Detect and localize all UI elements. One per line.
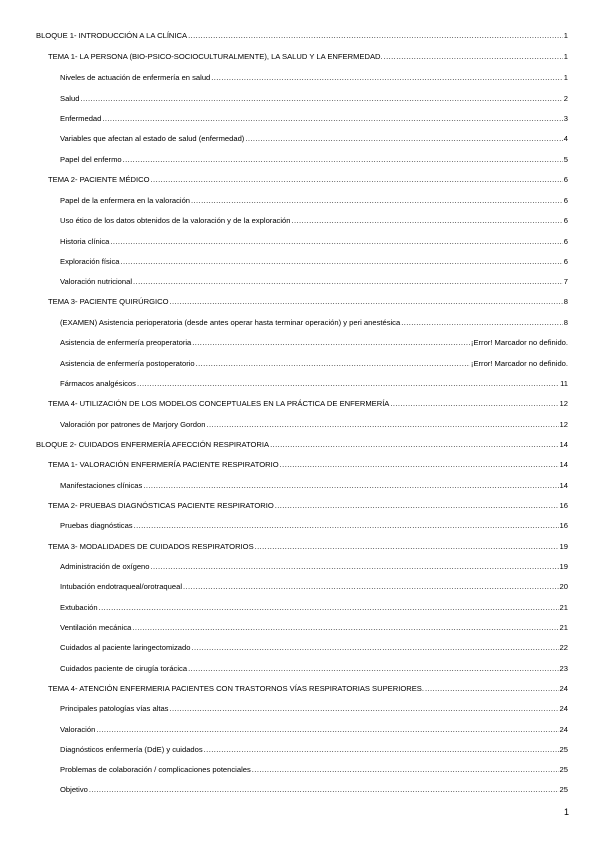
toc-entry-label: TEMA 4- UTILIZACIÓN DE LOS MODELOS CONCEPTUALES EN LA PRÁCTICA DE ENFERMERÍA [48, 399, 390, 408]
toc-entry-label: Historia clínica [60, 237, 110, 246]
toc-entry-label: Pruebas diagnósticas [60, 521, 133, 530]
toc-entry[interactable] [60, 196, 568, 206]
toc-entry-label: Manifestaciones clínicas [60, 481, 143, 490]
toc-leader [384, 52, 563, 62]
toc-entry[interactable] [48, 297, 568, 307]
toc-leader [206, 420, 558, 430]
toc-entry-label: TEMA 4- ATENCIÓN ENFERMERIA PACIENTES CON TRASTORNOS VÍAS RESPIRATORIAS SUPERIORES. [48, 684, 424, 693]
toc-entry[interactable] [60, 481, 568, 491]
toc-entry-label: Exploración física [60, 257, 120, 266]
toc-leader [137, 379, 559, 389]
toc-page-number: 5 [563, 155, 568, 164]
toc-entry[interactable] [60, 785, 568, 795]
toc-page-number: 6 [563, 175, 568, 184]
toc-page-number: 11 [560, 379, 568, 388]
toc-leader [134, 521, 559, 531]
toc-entry[interactable] [60, 379, 568, 389]
toc-leader [143, 481, 558, 491]
toc-entry[interactable] [60, 765, 568, 775]
toc-leader [401, 318, 563, 328]
toc-page-number: 16 [559, 501, 568, 510]
toc-page-number: 25 [559, 745, 568, 754]
toc-page-number: 7 [563, 277, 568, 286]
toc-page-number: 24 [559, 704, 568, 713]
toc-entry-label: BLOQUE 1- INTRODUCCIÓN A LA CLÍNICA [36, 31, 188, 40]
toc-page-number: 14 [559, 460, 568, 469]
toc-leader [252, 765, 559, 775]
toc-entry[interactable] [60, 257, 568, 267]
toc-entry-label: Papel del enfermo [60, 155, 122, 164]
toc-entry[interactable] [48, 52, 568, 62]
toc-page-number: 23 [559, 664, 568, 673]
toc-entry[interactable] [60, 582, 568, 592]
toc-leader [170, 297, 563, 307]
toc-entry-label: Asistencia de enfermería postoperatorio [60, 359, 195, 368]
toc-leader [280, 460, 559, 470]
toc-page-number: 3 [563, 114, 568, 123]
toc-page-number: 6 [563, 237, 568, 246]
toc-page-number: 20 [559, 582, 568, 591]
toc-page-number: 24 [559, 684, 568, 693]
toc-entry-label: TEMA 2- PACIENTE MÉDICO [48, 175, 150, 184]
toc-entry[interactable] [48, 501, 568, 511]
toc-entry-label: Cuidados paciente de cirugía torácica [60, 664, 188, 673]
toc-leader [80, 94, 562, 104]
toc-leader [204, 745, 559, 755]
toc-leader [245, 134, 562, 144]
toc-page-number: 6 [563, 196, 568, 205]
toc-leader [188, 664, 558, 674]
toc-entry-label: Objetivo [60, 785, 88, 794]
toc-entry-label: TEMA 2- PRUEBAS DIAGNÓSTICAS PACIENTE RESPIRATORIO [48, 501, 274, 510]
toc-entry[interactable] [48, 460, 568, 470]
toc-leader [192, 338, 470, 348]
toc-entry-label: TEMA 3- MODALIDADES DE CUIDADOS RESPIRATORIOS [48, 542, 254, 551]
toc-entry[interactable] [48, 399, 568, 409]
toc-page-number: 14 [559, 440, 568, 449]
toc-leader [196, 359, 470, 369]
toc-leader [110, 237, 562, 247]
toc-entry-label: Ventilación mecánica [60, 623, 132, 632]
toc-page-number: 14 [559, 481, 568, 490]
toc-entry-label: (EXAMEN) Asistencia perioperatoria (desde antes operar hasta terminar operación) y peri anestésica [60, 318, 401, 327]
toc-page-number: 8 [563, 318, 568, 327]
toc-page-number: 1 [563, 52, 568, 61]
toc-leader [183, 582, 559, 592]
toc-entry-label: Papel de la enfermera en la valoración [60, 196, 191, 205]
toc-entry[interactable] [60, 562, 568, 572]
toc-page-number: 24 [559, 725, 568, 734]
toc-entry-label: TEMA 3- PACIENTE QUIRÚRGICO [48, 297, 169, 306]
toc-entry[interactable] [60, 521, 568, 531]
toc-entry-label: Problemas de colaboración / complicaciones potenciales [60, 765, 251, 774]
toc-page-number: 4 [563, 134, 568, 143]
toc-entry[interactable] [48, 175, 568, 185]
toc-leader [121, 257, 563, 267]
toc-entry[interactable] [60, 603, 568, 613]
toc-leader [151, 562, 559, 572]
toc-leader [275, 501, 559, 511]
toc-entry-label: Principales patologías vías altas [60, 704, 169, 713]
toc-page-number: 1 [563, 73, 568, 82]
toc-leader [292, 216, 563, 226]
toc-leader [99, 603, 559, 613]
toc-leader [96, 725, 558, 735]
toc-leader [188, 31, 563, 41]
toc-entry[interactable] [60, 114, 568, 124]
toc-entry-label: Valoración [60, 725, 96, 734]
toc-entry[interactable] [60, 216, 568, 226]
toc-page-number: 2 [563, 94, 568, 103]
toc-page-number: 6 [563, 216, 568, 225]
toc-entry[interactable] [60, 338, 568, 348]
toc-page-number: 12 [559, 399, 568, 408]
toc-page-number: 21 [559, 603, 568, 612]
toc-entry[interactable] [60, 155, 568, 165]
toc-entry[interactable] [48, 542, 568, 552]
toc-entry[interactable] [60, 318, 568, 328]
toc-page-number: ¡Error! Marcador no definido. [470, 338, 568, 347]
toc-leader [191, 196, 563, 206]
toc-page-number: 25 [559, 765, 568, 774]
toc-entry[interactable] [60, 643, 568, 653]
toc-entry-label: TEMA 1- LA PERSONA (BIO-PSICO-SOCIOCULTURALMENTE), LA SALUD Y LA ENFERMEDAD. [48, 52, 383, 61]
toc-page-number: 19 [559, 562, 568, 571]
toc-entry-label: Intubación endotraqueal/orotraqueal [60, 582, 183, 591]
toc-entry[interactable] [60, 704, 568, 714]
toc-entry[interactable] [60, 94, 568, 104]
toc-entry[interactable] [60, 745, 568, 755]
toc-entry[interactable] [60, 237, 568, 247]
toc-entry[interactable] [60, 359, 568, 369]
toc-page-number: 1 [563, 31, 568, 40]
toc-entry-label: Valoración por patrones de Marjory Gordon [60, 420, 206, 429]
toc-leader [191, 643, 558, 653]
toc-page-number: 12 [559, 420, 568, 429]
toc-entry-label: Niveles de actuación de enfermería en salud [60, 73, 211, 82]
toc-entry[interactable] [36, 440, 568, 450]
toc-entry-label: Asistencia de enfermería preoperatoria [60, 338, 192, 347]
toc-entry[interactable] [60, 134, 568, 144]
toc-entry[interactable] [60, 73, 568, 83]
toc-leader [390, 399, 558, 409]
toc-page-number: 16 [559, 521, 568, 530]
toc-entry[interactable] [60, 664, 568, 674]
toc-leader [270, 440, 558, 450]
toc-entry[interactable] [48, 684, 568, 694]
toc-leader [169, 704, 558, 714]
toc-entry-label: TEMA 1- VALORACIÓN ENFERMERÍA PACIENTE RESPIRATORIO [48, 460, 279, 469]
toc-entry-label: Salud [60, 94, 80, 103]
toc-entry-label: Administración de oxígeno [60, 562, 150, 571]
page-number: 1 [563, 807, 569, 817]
toc-leader [123, 155, 563, 165]
toc-entry-label: Fármacos analgésicos [60, 379, 136, 388]
toc-leader [132, 623, 558, 633]
toc-page-number: 25 [559, 785, 568, 794]
toc-entry[interactable] [60, 725, 568, 735]
toc-leader [151, 175, 563, 185]
toc-entry[interactable] [36, 31, 568, 41]
toc-leader [211, 73, 562, 83]
toc-entry-label: Enfermedad [60, 114, 102, 123]
toc-entry-label: Extubación [60, 603, 98, 612]
toc-page-number: ¡Error! Marcador no definido. [470, 359, 568, 368]
toc-entry[interactable] [60, 420, 568, 430]
toc-leader [89, 785, 559, 795]
toc-entry-label: Cuidados al paciente laringectomizado [60, 643, 191, 652]
toc-entry[interactable] [60, 623, 568, 633]
toc-page-number: 22 [559, 643, 568, 652]
toc-entry-label: Valoración nutricional [60, 277, 133, 286]
toc-leader [102, 114, 562, 124]
toc-page-number: 19 [559, 542, 568, 551]
toc-leader [425, 684, 559, 694]
toc-page-number: 6 [563, 257, 568, 266]
toc-entry-label: Variables que afectan al estado de salud (enfermedad) [60, 134, 245, 143]
toc-page-number: 8 [563, 297, 568, 306]
toc-leader [133, 277, 563, 287]
toc-leader [255, 542, 559, 552]
toc-entry-label: BLOQUE 2- CUIDADOS ENFERMERÍA AFECCIÓN RESPIRATORIA [36, 440, 270, 449]
toc-entry-label: Uso ético de los datos obtenidos de la valoración y de la exploración [60, 216, 291, 225]
toc-entry[interactable] [60, 277, 568, 287]
toc-page-number: 21 [559, 623, 568, 632]
toc-entry-label: Diagnósticos enfermería (DdE) y cuidados [60, 745, 203, 754]
